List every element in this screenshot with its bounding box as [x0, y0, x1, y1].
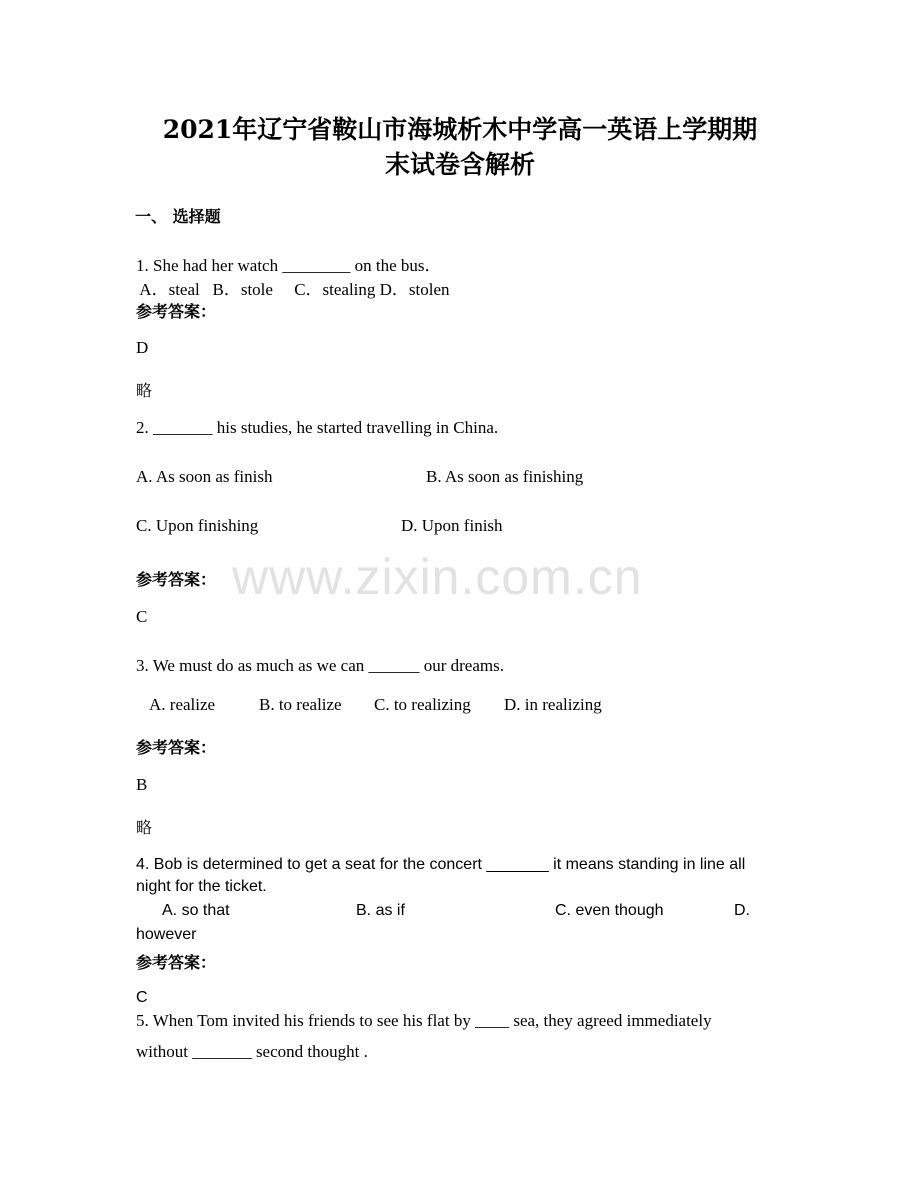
page-title-line-2: 末试卷含解析: [384, 150, 535, 179]
question-1-stem: 1. She had her watch ________ on the bus．: [136, 256, 442, 275]
question-4-answer: C: [136, 989, 148, 1006]
question-2-option-b: B. As soon as finishing: [426, 467, 584, 486]
question-4-option-c: C. even though: [555, 902, 664, 919]
question-3-stem: 3. We must do as much as we can ______ our dreams.: [136, 656, 504, 675]
question-3-option-b: B. to realize: [259, 695, 342, 714]
question-3-option-c: C. to realizing: [374, 695, 471, 714]
question-2-answer: C: [136, 607, 148, 626]
question-1-note: 略: [136, 381, 153, 400]
question-2-answer-label: 参考答案：: [136, 570, 217, 589]
question-4-option-b: B. as if: [356, 902, 405, 919]
question-4-option-d: D.: [734, 902, 750, 919]
question-3-option-d: D. in realizing: [504, 695, 602, 714]
question-1-options: A．steal B．stole C．stealing D．stolen: [136, 280, 450, 299]
question-5-stem-line-2: without _______ second thought .: [136, 1042, 368, 1061]
question-2-stem: 2. _______ his studies, he started travelling in China.: [136, 418, 499, 437]
question-4-stem-line-2: night for the ticket.: [136, 878, 267, 895]
question-4-option-a: A. so that: [162, 902, 230, 919]
watermark: www.zixin.com.cn: [232, 549, 643, 605]
question-3-note: 略: [136, 818, 153, 837]
question-5-stem-line-1: 5. When Tom invited his friends to see his flat by ____ sea, they agreed immediately: [136, 1011, 712, 1030]
question-2-option-a: A. As soon as finish: [136, 467, 273, 486]
question-4-answer-label: 参考答案：: [136, 953, 217, 972]
question-1-answer-label: 参考答案：: [136, 302, 217, 321]
question-2-option-d: D. Upon finish: [401, 516, 503, 535]
question-4-stem-line-1: 4. Bob is determined to get a seat for the concert _______ it means standing in line all: [136, 856, 746, 873]
section-heading: 一、 选择题: [135, 207, 221, 226]
question-3-answer-label: 参考答案：: [136, 738, 217, 757]
question-4-option-d-text: however: [136, 926, 197, 943]
question-3-answer: B: [136, 775, 148, 794]
question-1-answer: D: [136, 338, 149, 357]
question-3-option-a: A. realize: [149, 695, 216, 714]
page-title-line-1: 2021年辽宁省鞍山市海城析木中学高一英语上学期期: [162, 115, 758, 144]
question-2-option-c: C. Upon finishing: [136, 516, 259, 535]
